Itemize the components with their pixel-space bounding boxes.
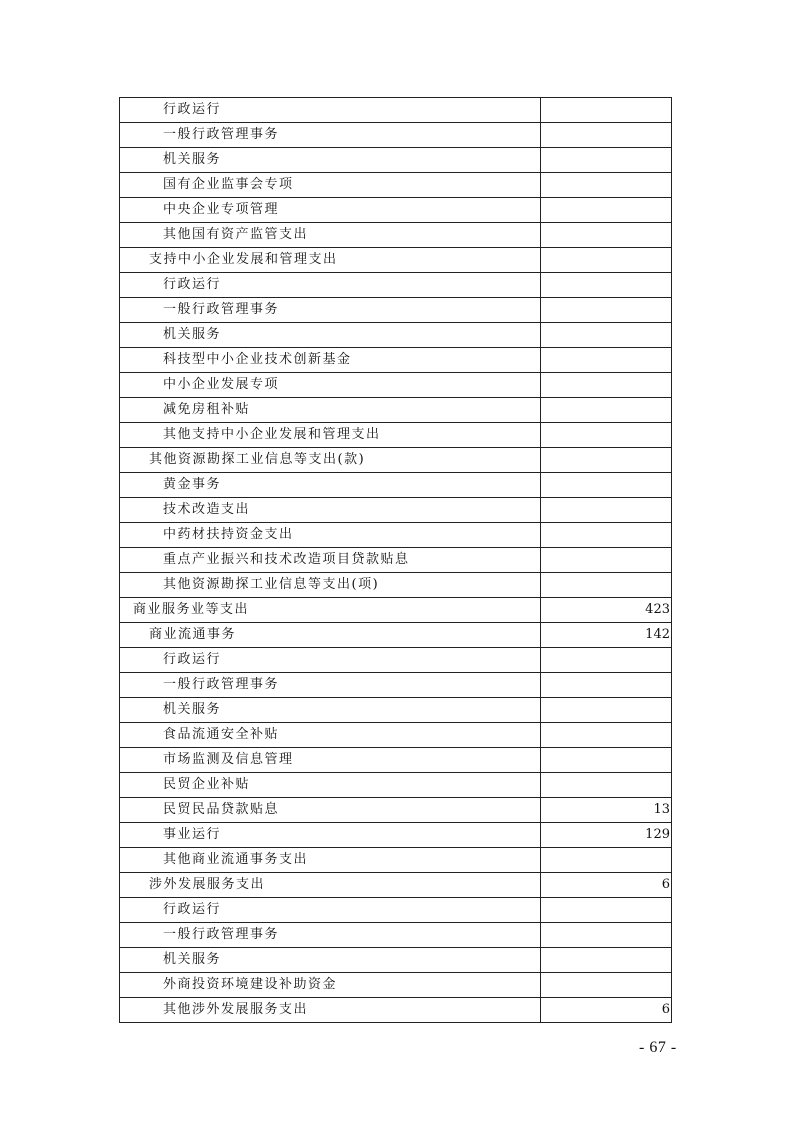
amount-cell bbox=[541, 848, 672, 873]
amount-cell bbox=[541, 473, 672, 498]
item-name-cell: 国有企业监事会专项 bbox=[120, 173, 541, 198]
amount-cell bbox=[541, 573, 672, 598]
table-row bbox=[120, 623, 672, 648]
table-row bbox=[120, 673, 672, 698]
table-row bbox=[120, 948, 672, 973]
table-row bbox=[120, 523, 672, 548]
item-name-cell: 一般行政管理事务 bbox=[120, 298, 541, 323]
item-name-cell: 民贸企业补贴 bbox=[120, 773, 541, 798]
amount-cell bbox=[541, 648, 672, 673]
table-row bbox=[120, 323, 672, 348]
amount-cell: 6 bbox=[541, 998, 672, 1023]
item-name-cell: 技术改造支出 bbox=[120, 498, 541, 523]
table-row bbox=[120, 173, 672, 198]
table-row bbox=[120, 773, 672, 798]
budget-expenditure-table bbox=[119, 97, 672, 1023]
table-row bbox=[120, 123, 672, 148]
table-row bbox=[120, 448, 672, 473]
table-row bbox=[120, 823, 672, 848]
amount-cell bbox=[541, 923, 672, 948]
item-name-cell: 其他资源勘探工业信息等支出(项) bbox=[120, 573, 541, 598]
table-row bbox=[120, 598, 672, 623]
item-name-cell: 一般行政管理事务 bbox=[120, 123, 541, 148]
item-name-cell: 事业运行 bbox=[120, 823, 541, 848]
item-name-cell: 一般行政管理事务 bbox=[120, 923, 541, 948]
item-name-cell: 中央企业专项管理 bbox=[120, 198, 541, 223]
amount-cell bbox=[541, 698, 672, 723]
amount-cell bbox=[541, 148, 672, 173]
item-name-cell: 外商投资环境建设补助资金 bbox=[120, 973, 541, 998]
item-name-cell: 减免房租补贴 bbox=[120, 398, 541, 423]
table-row bbox=[120, 148, 672, 173]
item-name-cell: 重点产业振兴和技术改造项目贷款贴息 bbox=[120, 548, 541, 573]
table-row bbox=[120, 998, 672, 1023]
table-row bbox=[120, 873, 672, 898]
amount-cell bbox=[541, 498, 672, 523]
item-name-cell: 行政运行 bbox=[120, 898, 541, 923]
amount-cell bbox=[541, 748, 672, 773]
table-row bbox=[120, 648, 672, 673]
amount-cell: 6 bbox=[541, 873, 672, 898]
item-name-cell: 涉外发展服务支出 bbox=[120, 873, 541, 898]
amount-cell bbox=[541, 348, 672, 373]
table-row bbox=[120, 748, 672, 773]
amount-cell bbox=[541, 423, 672, 448]
table-row bbox=[120, 698, 672, 723]
item-name-cell: 商业服务业等支出 bbox=[120, 598, 541, 623]
item-name-cell: 一般行政管理事务 bbox=[120, 673, 541, 698]
table-row bbox=[120, 423, 672, 448]
item-name-cell: 中药材扶持资金支出 bbox=[120, 523, 541, 548]
item-name-cell: 行政运行 bbox=[120, 98, 541, 123]
item-name-cell: 机关服务 bbox=[120, 323, 541, 348]
amount-cell bbox=[541, 373, 672, 398]
amount-cell: 13 bbox=[541, 798, 672, 823]
item-name-cell: 行政运行 bbox=[120, 648, 541, 673]
item-name-cell: 商业流通事务 bbox=[120, 623, 541, 648]
amount-cell: 129 bbox=[541, 823, 672, 848]
item-name-cell: 民贸民品贷款贴息 bbox=[120, 798, 541, 823]
amount-cell bbox=[541, 548, 672, 573]
table-row bbox=[120, 348, 672, 373]
table-row bbox=[120, 973, 672, 998]
page-number: - 67 - bbox=[639, 1039, 677, 1056]
amount-cell bbox=[541, 773, 672, 798]
amount-cell bbox=[541, 198, 672, 223]
table-row bbox=[120, 273, 672, 298]
item-name-cell: 机关服务 bbox=[120, 698, 541, 723]
table-row bbox=[120, 398, 672, 423]
item-name-cell: 行政运行 bbox=[120, 273, 541, 298]
amount-cell bbox=[541, 248, 672, 273]
table-row bbox=[120, 898, 672, 923]
table-row bbox=[120, 573, 672, 598]
item-name-cell: 其他涉外发展服务支出 bbox=[120, 998, 541, 1023]
table-body bbox=[120, 98, 672, 1023]
amount-cell: 142 bbox=[541, 623, 672, 648]
amount-cell bbox=[541, 323, 672, 348]
table-row bbox=[120, 923, 672, 948]
item-name-cell: 机关服务 bbox=[120, 948, 541, 973]
table-row bbox=[120, 373, 672, 398]
table-row bbox=[120, 473, 672, 498]
table-row bbox=[120, 223, 672, 248]
table-row bbox=[120, 848, 672, 873]
table-row bbox=[120, 298, 672, 323]
amount-cell: 423 bbox=[541, 598, 672, 623]
table-row bbox=[120, 548, 672, 573]
item-name-cell: 中小企业发展专项 bbox=[120, 373, 541, 398]
amount-cell bbox=[541, 973, 672, 998]
table-row bbox=[120, 248, 672, 273]
item-name-cell: 黄金事务 bbox=[120, 473, 541, 498]
item-name-cell: 支持中小企业发展和管理支出 bbox=[120, 248, 541, 273]
amount-cell bbox=[541, 523, 672, 548]
amount-cell bbox=[541, 298, 672, 323]
table-row bbox=[120, 98, 672, 123]
item-name-cell: 市场监测及信息管理 bbox=[120, 748, 541, 773]
item-name-cell: 其他支持中小企业发展和管理支出 bbox=[120, 423, 541, 448]
amount-cell bbox=[541, 123, 672, 148]
amount-cell bbox=[541, 723, 672, 748]
item-name-cell: 其他商业流通事务支出 bbox=[120, 848, 541, 873]
table-row bbox=[120, 798, 672, 823]
item-name-cell: 机关服务 bbox=[120, 148, 541, 173]
item-name-cell: 食品流通安全补贴 bbox=[120, 723, 541, 748]
amount-cell bbox=[541, 273, 672, 298]
table-row bbox=[120, 198, 672, 223]
table-row bbox=[120, 723, 672, 748]
table-row bbox=[120, 498, 672, 523]
item-name-cell: 其他国有资产监管支出 bbox=[120, 223, 541, 248]
item-name-cell: 科技型中小企业技术创新基金 bbox=[120, 348, 541, 373]
amount-cell bbox=[541, 673, 672, 698]
amount-cell bbox=[541, 948, 672, 973]
amount-cell bbox=[541, 173, 672, 198]
amount-cell bbox=[541, 898, 672, 923]
amount-cell bbox=[541, 398, 672, 423]
amount-cell bbox=[541, 223, 672, 248]
item-name-cell: 其他资源勘探工业信息等支出(款) bbox=[120, 448, 541, 473]
amount-cell bbox=[541, 448, 672, 473]
amount-cell bbox=[541, 98, 672, 123]
